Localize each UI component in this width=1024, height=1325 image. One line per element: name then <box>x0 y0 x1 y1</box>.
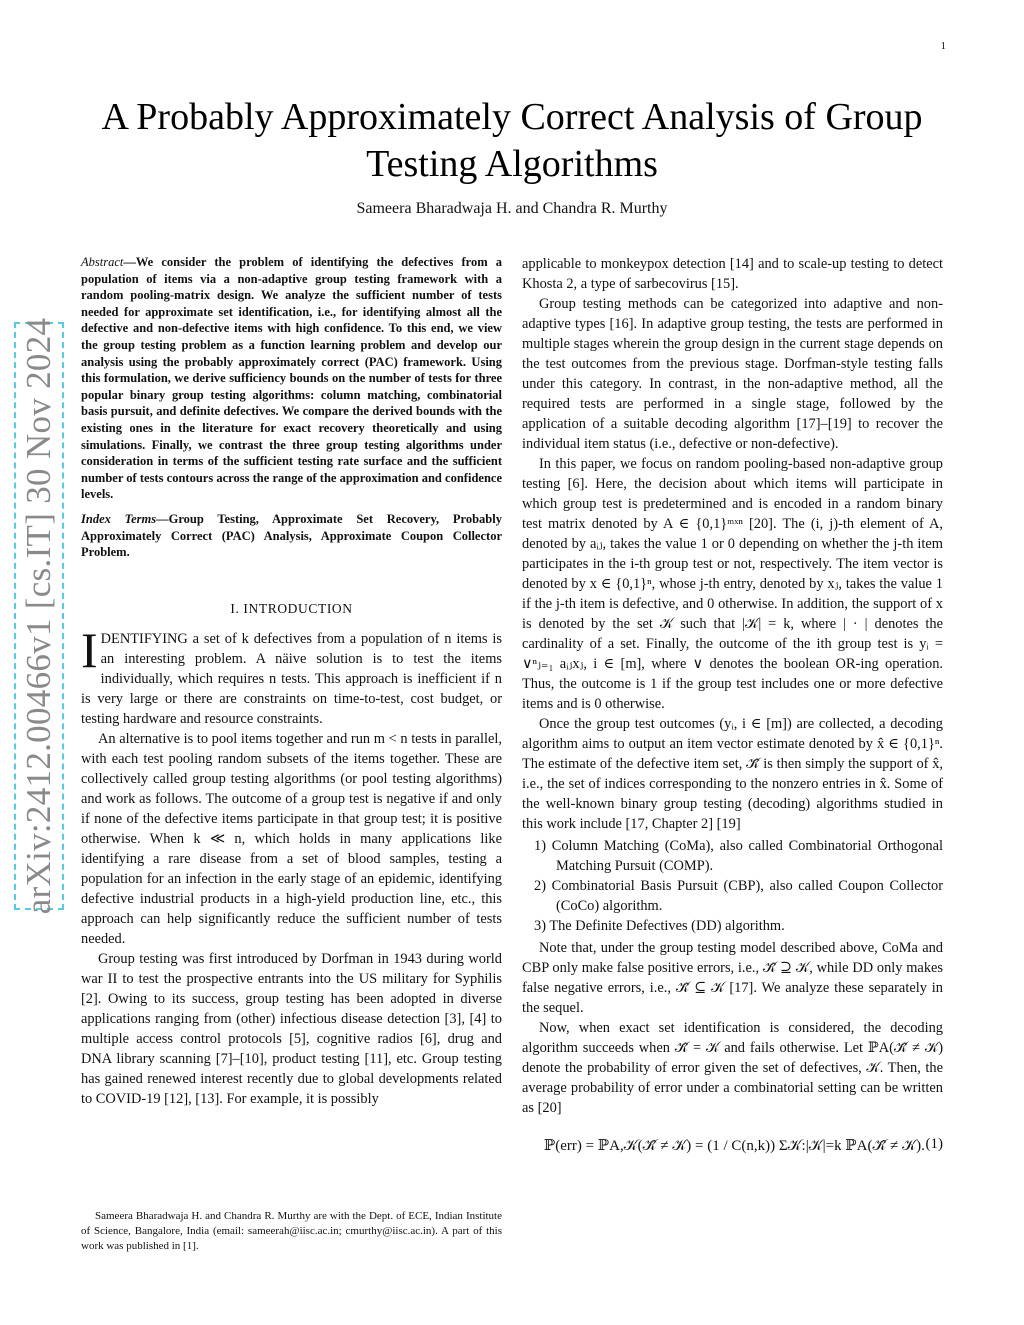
arxiv-stamp-text: arXiv:2412.00466v1 [cs.IT] 30 Nov 2024 <box>19 317 58 915</box>
right-paragraph-2: In this paper, we focus on random pooling-based non-adaptive group testing [6]. Here, the decision about which items will participate in which group test is predetermined and is encoded in a random binary test matrix denoted by A ∈ {0,1}ᵐˣⁿ [20]. The (i, j)-th element of A, denoted by aᵢⱼ, takes the value 1 or 0 depending on whether the j-th item participates in the i-th group test or not, respectively. The item vector is denoted by x ∈ {0,1}ⁿ, whose j-th entry, denoted by xⱼ, takes the value 1 if the j-th item is defective, and 0 otherwise. In addition, the support of x is denoted by the set 𝒦 such that |𝒦| = k, where | · | denotes the cardinality of a set. Finally, the outcome of the ith group test is yᵢ = ∨ⁿⱼ₌₁ aᵢⱼxⱼ, i ∈ [m], where ∨ denotes the boolean OR-ing operation. Thus, the outcome is 1 if the group test includes one or more defective items and is 0 otherwise. <box>522 456 943 712</box>
list-item: 2) Combinatorial Basis Pursuit (CBP), also called Coupon Collector (CoCo) algorithm. <box>534 878 943 914</box>
index-terms-lead: Index Terms <box>81 511 157 526</box>
intro-paragraph-1 <box>81 621 502 729</box>
equation-body: ℙ(err) = ℙA,𝒦(𝒦̂ ≠ 𝒦) = (1 / C(n,k)) Σ𝒦:|𝒦|=k ℙA(𝒦̂ ≠ 𝒦). <box>544 1138 925 1154</box>
abstract <box>81 254 502 503</box>
page-number: 1 <box>940 40 946 52</box>
algorithm-list <box>522 836 943 936</box>
right-paragraph-4: Note that, under the group testing model described above, CoMa and CBP only make false positive errors, i.e., 𝒦̂ ⊇ 𝒦, while DD only makes false negative errors, i.e., 𝒦̂ ⊆ 𝒦 [17]. We analyze these separately in the sequel. <box>522 940 943 1016</box>
intro-paragraph-2: An alternative is to pool items together and run m < n tests in parallel, with each test pooling random subsets of the items together. These are collectively called group testing algorithms (or pool testing algorithms) and work as follows. The outcome of a group test is negative if and only if none of the defective items participate in that group test; it is positive otherwise. When k ≪ n, which holds in many applications like identifying a rare disease from a set of blood samples, testing a population for an infection in the early stage of an epidemic, identifying defective industrial products in a high-yield production line, etc., this approach can help significantly reduce the sufficient number of tests needed. <box>81 730 502 947</box>
index-terms-text: —Group Testing, Approximate Set Recovery, Probably Approximately Correct (PAC) Analysis, Approximate Coupon Collector Problem. <box>81 511 502 560</box>
right-paragraph-0: applicable to monkeypox detection [14] and to scale-up testing to detect Khosta 2, a type of sarbecovirus [15]. <box>522 256 943 292</box>
equation-number: (1) <box>925 1136 943 1152</box>
abstract-lead: Abstract <box>81 255 124 269</box>
index-terms <box>81 511 502 561</box>
paper-authors: Sameera Bharadwaja H. and Chandra R. Murthy <box>356 200 668 217</box>
footnote: Sameera Bharadwaja H. and Chandra R. Murthy are with the Dept. of ECE, Indian Institute of Science, Bangalore, India (email: sameerah@iisc.ac.in; cmurthy@iisc.ac.in). A part of this work was published in [1]. <box>81 1210 502 1252</box>
equation-1 <box>522 1126 943 1166</box>
right-column <box>522 254 943 1166</box>
section-heading: I. INTRODUCTION <box>230 600 353 616</box>
footnote-rule <box>81 1199 151 1200</box>
arxiv-stamp <box>14 317 64 915</box>
list-item: 3) The Definite Defectives (DD) algorithm. <box>534 918 785 934</box>
right-paragraph-1: Group testing methods can be categorized into adaptive and non-adaptive types [16]. In adaptive group testing, the tests are performed in multiple stages wherein the group design in the current stage depends on the test outcomes from the previous stage. Dorfman-style testing falls under this category. In contrast, in the non-adaptive method, all the required tests are performed in a single stage, followed by the application of a suitable decoding algorithm [17]–[19] to recover the individual item status (i.e., defective or non-defective). <box>522 296 943 452</box>
left-column <box>81 254 502 1109</box>
right-paragraph-3: Once the group test outcomes (yᵢ, i ∈ [m]) are collected, a decoding algorithm aims to output an item vector estimate denoted by x̂ ∈ {0,1}ⁿ. The estimate of the defective item set, 𝒦̂ is then simply the support of x̂, i.e., the set of indices corresponding to the nonzero entries in x̂. Some of the well-known binary group testing (decoding) algorithms studied in this work include [17, Chapter 2] [19] <box>522 716 943 832</box>
paper-title: A Probably Approximately Correct Analysis of Group Testing Algorithms <box>101 96 923 185</box>
list-item: 1) Column Matching (CoMa), also called Combinatorial Orthogonal Matching Pursuit (COMP). <box>534 838 943 874</box>
intro-paragraph-3: Group testing was first introduced by Dorfman in 1943 during world war II to test the prospective entrants into the US military for Syphilis [2]. Owing to its success, group testing has been adopted in diverse applications ranging from (other) infectious disease detection [3], [4] to multiple access control protocols [5], cognitive radios [6], drug and DNA library scanning [7]–[10], product testing [11], etc. Group testing has gained renewed interest recently due to global developments related to COVID-19 [12], [13]. For example, it is possibly <box>81 950 502 1107</box>
right-paragraph-5: Now, when exact set identification is considered, the decoding algorithm succeeds when 𝒦̂ = 𝒦 and fails otherwise. Let ℙA(𝒦̂ ≠ 𝒦) denote the probability of error given the set of defectives, 𝒦. Then, the average probability of error under a combinatorial setting can be written as [20] <box>522 1020 943 1116</box>
drop-cap: I <box>81 621 98 678</box>
abstract-text: —We consider the problem of identifying the defectives from a population of items via a non-adaptive group testing framework with a random pooling-matrix design. We analyze the sufficient number of tests needed for approximate set identification, i.e., for identifying almost all the defective and non-defective items with high confidence. To this end, we view the group testing problem as a function learning problem and develop our analysis using the probably approximately correct (PAC) framework. Using this formulation, we derive sufficiency bounds on the number of tests for three popular binary group testing algorithms: column matching, combinatorial basis pursuit, and definite defectives. We compare the derived bounds with the existing ones in the literature for exact recovery theoretically and using simulations. Finally, we contrast the three group testing algorithms under consideration in terms of the sufficient testing rate surface and the sufficient number of tests contours across the range of the approximation and confidence levels. <box>81 255 502 502</box>
intro-paragraph-1-text: DENTIFYING a set of k defectives from a population of n items is an interesting problem. A näive solution is to test the items individually, which requires n tests. This approach is inefficient if n is very large or there are constraints on time-to-test, cost budget, or testing hardware and resource constraints. <box>81 630 502 727</box>
